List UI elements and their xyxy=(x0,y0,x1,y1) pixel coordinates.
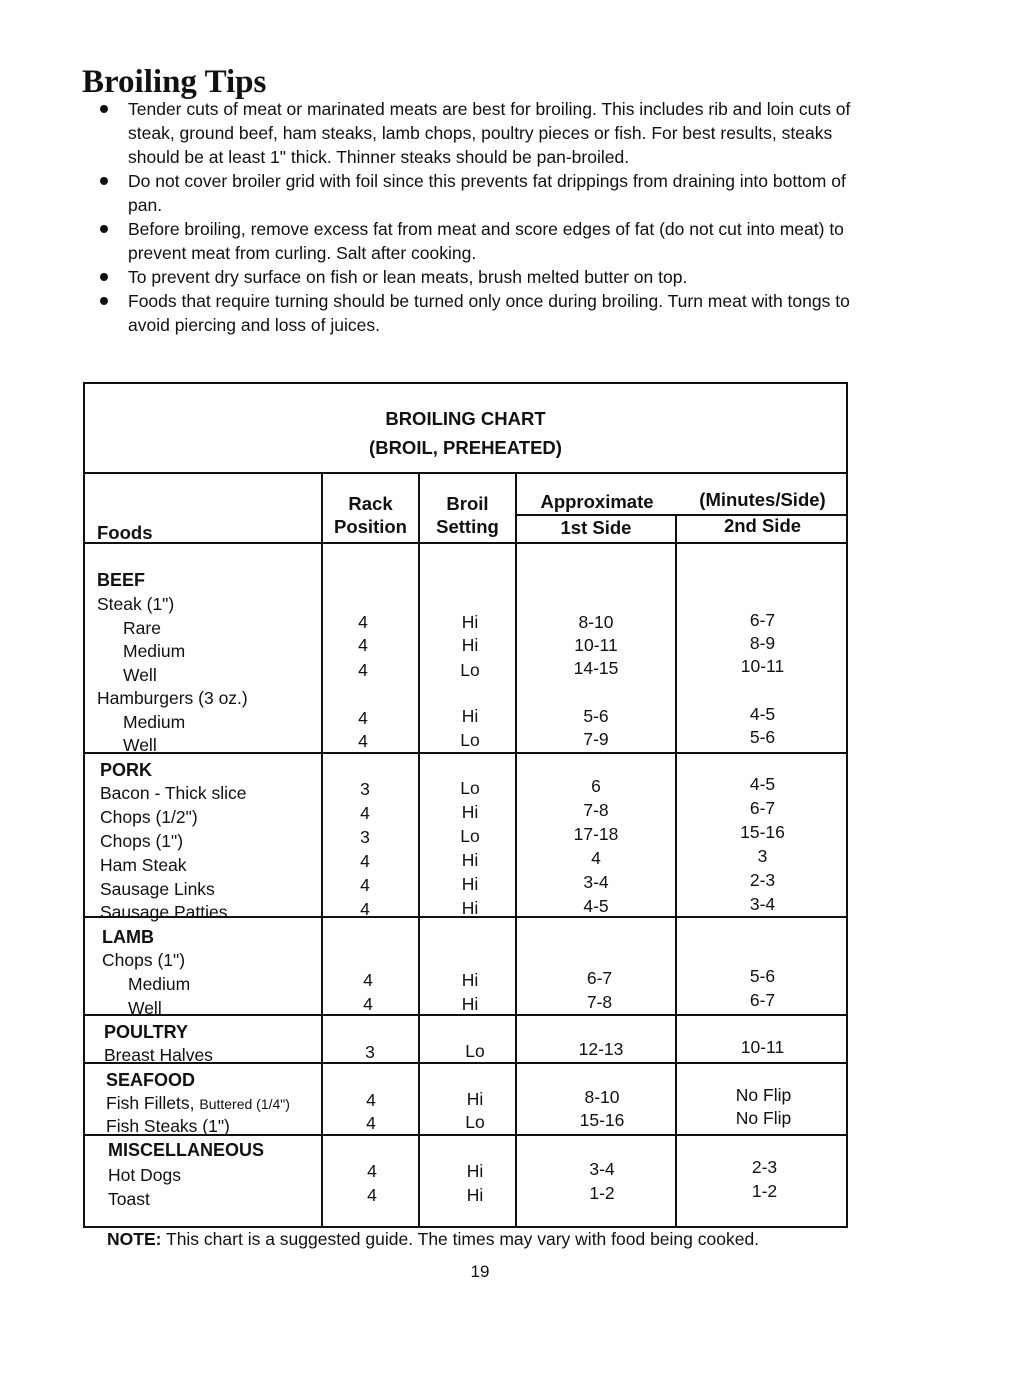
broil-setting: Hi xyxy=(461,874,479,894)
second-side-time: 6-7 xyxy=(749,990,776,1010)
chart-note xyxy=(107,1229,759,1250)
food-label: Bacon - Thick slice xyxy=(100,783,247,803)
second-side-time: No Flip xyxy=(735,1108,792,1128)
first-side-time: 4 xyxy=(591,848,601,868)
food-label: Medium xyxy=(128,974,191,994)
rack-position: 4 xyxy=(367,1185,377,1205)
food-label: Toast xyxy=(108,1189,150,1209)
second-side-time: 10-11 xyxy=(740,656,785,676)
second-side-time: 8-9 xyxy=(749,633,776,653)
food-label: Fish Steaks (1") xyxy=(106,1116,230,1136)
food-label: Medium xyxy=(123,712,186,732)
broil-setting: Lo xyxy=(465,1041,485,1061)
header-rack-line2: Position xyxy=(334,516,407,537)
tip-item xyxy=(100,97,860,169)
rack-position: 4 xyxy=(363,970,373,990)
broil-setting: Hi xyxy=(461,850,479,870)
broil-setting: Hi xyxy=(466,1185,484,1205)
broil-setting: Hi xyxy=(466,1089,484,1109)
header-approximate: Approximate xyxy=(540,491,654,512)
tip-item xyxy=(100,289,860,337)
bullet-icon xyxy=(100,177,108,185)
header-first-side: 1st Side xyxy=(560,517,632,538)
broil-setting: Hi xyxy=(461,994,479,1014)
second-side-time: 15-16 xyxy=(740,822,785,842)
header-rack xyxy=(323,492,418,538)
rack-position: 4 xyxy=(366,1113,376,1133)
first-side-time: 10-11 xyxy=(574,635,618,655)
tip-text: To prevent dry surface on fish or lean meats, brush melted butter on top. xyxy=(128,267,688,287)
bullet-icon xyxy=(100,297,108,305)
first-side-time: 8-10 xyxy=(584,1087,620,1107)
rack-position: 4 xyxy=(360,875,370,895)
rack-position: 4 xyxy=(360,803,370,823)
header-foods: Foods xyxy=(97,522,153,543)
divider xyxy=(85,472,846,474)
first-side-time: 1-2 xyxy=(589,1183,615,1203)
rack-position: 3 xyxy=(365,1042,375,1062)
first-side-time: 6-7 xyxy=(586,968,613,988)
first-side-time: 14-15 xyxy=(573,658,619,678)
second-side-time: 5-6 xyxy=(749,966,776,986)
bullet-icon xyxy=(100,105,108,113)
bullet-icon xyxy=(100,225,108,233)
food-label: Chops (1/2") xyxy=(100,807,198,827)
first-side-time: 3-4 xyxy=(589,1159,615,1179)
broil-setting: Hi xyxy=(461,898,479,918)
rack-position: 4 xyxy=(360,851,370,871)
broil-setting: Lo xyxy=(460,826,480,846)
rack-position: 4 xyxy=(358,660,368,680)
second-side-time: 5-6 xyxy=(749,727,776,747)
tip-text: Before broiling, remove excess fat from meat and score edges of fat (do not cut into meat) to prevent meat from curling. Salt after cooking. xyxy=(128,219,844,263)
second-side-time: 4-5 xyxy=(749,704,776,724)
first-side-time: 5-6 xyxy=(583,706,609,726)
food-label-detail: Buttered (1/4") xyxy=(199,1096,290,1112)
rack-position: 4 xyxy=(360,899,370,919)
header-second-side: 2nd Side xyxy=(723,515,802,536)
tip-text: Do not cover broiler grid with foil since this prevents fat drippings from draining into bottom of pan. xyxy=(128,171,846,215)
header-minutes-side: (Minutes/Side) xyxy=(699,489,826,510)
broil-setting: Lo xyxy=(460,660,480,680)
divider xyxy=(85,542,846,544)
second-side-time: 1-2 xyxy=(751,1181,778,1201)
first-side-time: 6 xyxy=(591,776,601,796)
divider xyxy=(85,752,846,754)
category-lamb: LAMB xyxy=(102,927,154,947)
food-label: Chops (1") xyxy=(100,831,184,851)
note-text: This chart is a suggested guide. The times may vary with food being cooked. xyxy=(161,1229,760,1249)
second-side-time: 2-3 xyxy=(749,870,776,890)
rack-position: 4 xyxy=(366,1090,376,1110)
tip-item xyxy=(100,169,860,217)
second-side-time: No Flip xyxy=(735,1085,792,1105)
food-label: Medium xyxy=(123,641,186,661)
food-label: Well xyxy=(128,998,162,1018)
tip-item xyxy=(100,265,860,289)
food-label: Well xyxy=(123,735,157,755)
second-side-time: 4-5 xyxy=(749,774,776,794)
tip-text: Tender cuts of meat or marinated meats are best for broiling. This includes rib and loin cuts of steak, ground beef, ham steaks, lamb chops, poultry pieces or fish. For best results, steaks should be at least 1" thick. Thinner steaks should be pan-broiled. xyxy=(128,99,851,167)
food-label: Rare xyxy=(123,618,161,638)
second-side-time: 6-7 xyxy=(749,798,776,818)
food-label: Sausage Links xyxy=(100,879,215,899)
food-label: Ham Steak xyxy=(100,855,187,875)
category-poultry: POULTRY xyxy=(104,1022,188,1042)
food-label: Sausage Patties xyxy=(100,902,228,922)
broil-setting: Lo xyxy=(460,730,480,750)
broil-setting: Hi xyxy=(466,1161,484,1181)
tips-list xyxy=(100,97,860,337)
header-broil-line1: Broil xyxy=(446,493,489,514)
first-side-time: 7-9 xyxy=(583,729,609,749)
header-broil-line2: Setting xyxy=(436,516,499,537)
first-side-time: 8-10 xyxy=(578,612,614,632)
category-beef: BEEF xyxy=(97,570,146,590)
rack-position: 4 xyxy=(358,635,368,655)
first-side-time: 4-5 xyxy=(583,896,609,916)
page-number: 19 xyxy=(470,1262,490,1281)
first-side-time: 15-16 xyxy=(579,1110,625,1130)
subhead-lamb-chops: Chops (1") xyxy=(102,950,186,970)
tip-text: Foods that require turning should be turned only once during broiling. Turn meat with tongs to avoid piercing and loss of juices. xyxy=(128,291,850,335)
food-label: Hot Dogs xyxy=(108,1165,181,1185)
chart-title-line1: BROILING CHART xyxy=(385,408,546,429)
header-rack-line1: Rack xyxy=(348,493,393,514)
page-title: Broiling Tips xyxy=(82,64,267,100)
note-label: NOTE: xyxy=(107,1229,162,1249)
chart-title-line2: (BROIL, PREHEATED) xyxy=(369,437,562,458)
first-side-time: 7-8 xyxy=(583,800,609,820)
broil-setting: Lo xyxy=(460,778,480,798)
first-side-time: 7-8 xyxy=(586,992,613,1012)
broil-setting: Hi xyxy=(461,612,479,632)
subhead-hamburgers: Hamburgers (3 oz.) xyxy=(97,688,248,708)
rack-position: 3 xyxy=(360,827,370,847)
food-label: Well xyxy=(123,665,157,685)
rack-position: 4 xyxy=(358,731,368,751)
header-broil xyxy=(420,492,515,538)
first-side-time: 12-13 xyxy=(578,1039,624,1059)
food-label xyxy=(106,1093,290,1114)
second-side-time: 2-3 xyxy=(751,1157,778,1177)
food-label: Breast Halves xyxy=(104,1045,213,1065)
broil-setting: Hi xyxy=(461,802,479,822)
category-pork: PORK xyxy=(100,760,153,780)
chart-title xyxy=(85,404,846,462)
category-seafood: SEAFOOD xyxy=(106,1070,196,1090)
tip-item xyxy=(100,217,860,265)
subhead-steak: Steak (1") xyxy=(97,594,175,614)
second-side-time: 3-4 xyxy=(749,894,776,914)
rack-position: 4 xyxy=(367,1161,377,1181)
second-side-time: 6-7 xyxy=(749,610,776,630)
broil-setting: Lo xyxy=(465,1112,485,1132)
first-side-time: 3-4 xyxy=(583,872,609,892)
category-miscellaneous: MISCELLANEOUS xyxy=(108,1140,265,1160)
rack-position: 4 xyxy=(358,708,368,728)
rack-position: 4 xyxy=(363,994,373,1014)
broiling-chart xyxy=(83,382,848,1228)
second-side-time: 3 xyxy=(757,846,768,866)
broil-setting: Hi xyxy=(461,970,479,990)
broil-setting: Hi xyxy=(461,706,479,726)
rack-position: 4 xyxy=(358,612,368,632)
bullet-icon xyxy=(100,273,108,281)
rack-position: 3 xyxy=(360,779,370,799)
second-side-time: 10-11 xyxy=(740,1037,785,1057)
first-side-time: 17-18 xyxy=(573,824,619,844)
food-label-main: Fish Fillets, xyxy=(106,1093,195,1113)
broil-setting: Hi xyxy=(461,635,479,655)
